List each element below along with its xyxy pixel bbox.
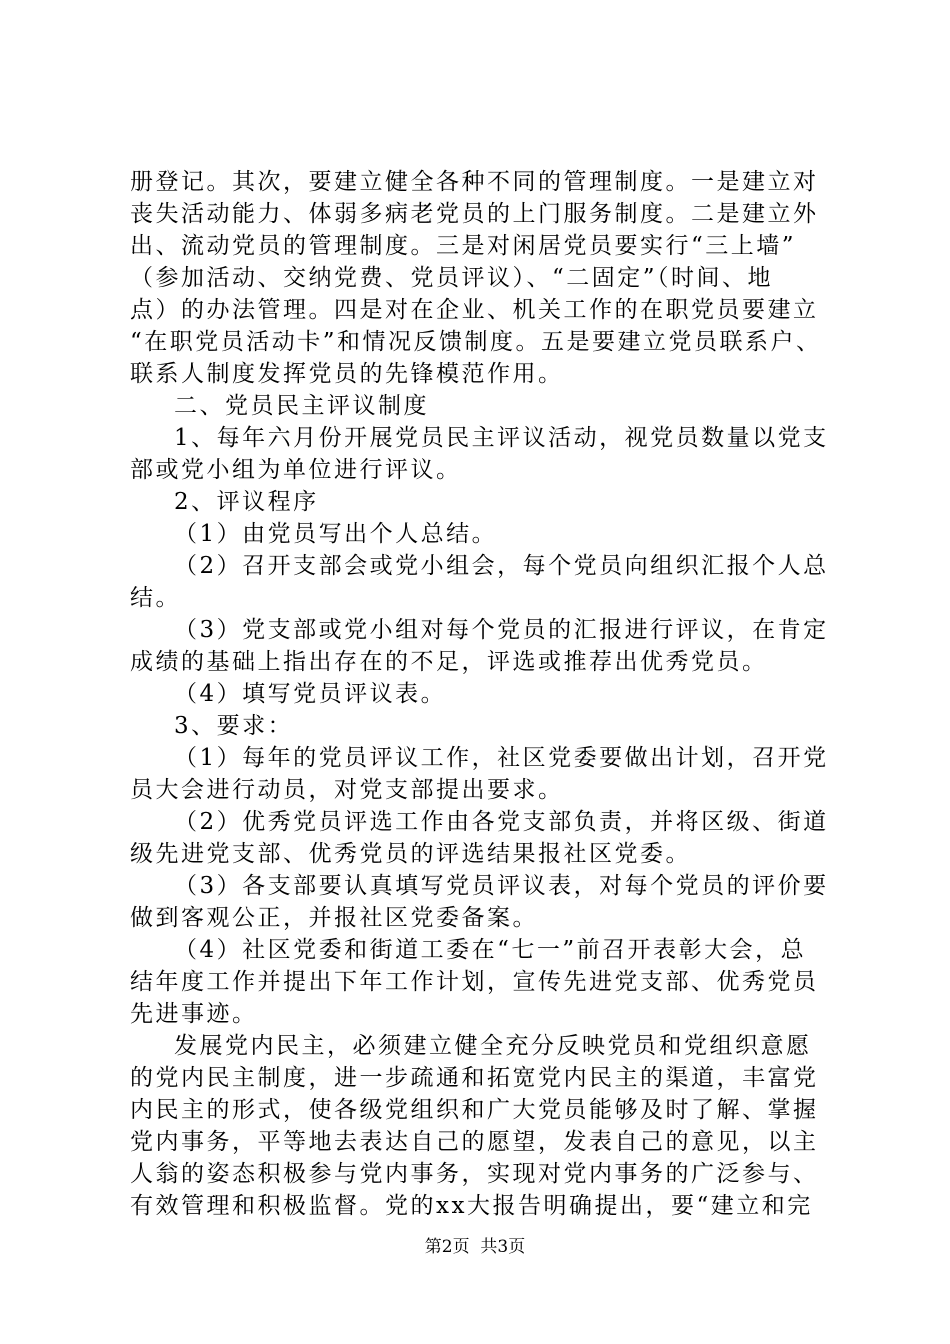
text-line: （3）党支部或党小组对每个党员的汇报进行评议，在肯定	[174, 617, 829, 643]
text-line: （1）由党员写出个人总结。	[174, 521, 498, 547]
page-footer: 第2页 共3页	[424, 1237, 526, 1257]
text-line: 点）的办法管理。四是对在企业、机关工作的在职党员要建立	[130, 297, 819, 323]
text-line: 3、要求：	[174, 713, 294, 739]
text-line: 册登记。其次，要建立健全各种不同的管理制度。一是建立对	[130, 169, 819, 195]
text-line: 人翁的姿态积极参与党内事务，实现对党内事务的广泛参与、	[130, 1161, 819, 1187]
text-line: 部或党小组为单位进行评议。	[130, 457, 462, 483]
text-line: 员大会进行动员，对党支部提出要求。	[130, 777, 564, 803]
text-line: （2）优秀党员评选工作由各党支部负责，并将区级、街道	[174, 809, 829, 835]
text-line: （1）每年的党员评议工作，社区党委要做出计划，召开党	[174, 745, 829, 771]
text-line: 1、每年六月份开展党员民主评议活动，视党员数量以党支	[174, 425, 829, 451]
text-line: 二、党员民主评议制度	[174, 393, 429, 419]
text-line: 发展党内民主，必须建立健全充分反映党员和党组织意愿	[174, 1033, 812, 1059]
text-line: 出、流动党员的管理制度。三是对闲居党员要实行“三上墙”	[130, 233, 797, 259]
text-line: （参加活动、交纳党费、党员评议）、“二固定”（时间、地	[130, 265, 774, 291]
text-line: 成绩的基础上指出存在的不足，评选或推荐出优秀党员。	[130, 649, 768, 675]
text-line: 级先进党支部、优秀党员的评选结果报社区党委。	[130, 841, 691, 867]
text-line: 有效管理和积极监督。党的xx大报告明确提出，要“建立和完	[130, 1193, 813, 1219]
text-line: （4）社区党委和街道工委在“七一”前召开表彰大会，总	[174, 937, 807, 963]
document-body	[130, 166, 830, 1222]
text-line: 的党内民主制度，进一步疏通和拓宽党内民主的渠道，丰富党	[130, 1065, 819, 1091]
text-line: 内民主的形式，使各级党组织和广大党员能够及时了解、掌握	[130, 1097, 819, 1123]
text-line: 做到客观公正，并报社区党委备案。	[130, 905, 538, 931]
text-line: 党内事务，平等地去表达自己的愿望，发表自己的意见，以主	[130, 1129, 819, 1155]
text-line: （2）召开支部会或党小组会，每个党员向组织汇报个人总	[174, 553, 829, 579]
text-line: “在职党员活动卡”和情况反馈制度。五是要建立党员联系户、	[130, 329, 822, 355]
text-line: 2、评议程序	[174, 489, 319, 515]
text-line: 结。	[130, 585, 181, 611]
text-line: 先进事迹。	[130, 1001, 258, 1027]
text-line: 结年度工作并提出下年工作计划，宣传先进党支部、优秀党员	[130, 969, 819, 995]
text-line: （4）填写党员评议表。	[174, 681, 447, 707]
text-line: 丧失活动能力、体弱多病老党员的上门服务制度。二是建立外	[130, 201, 819, 227]
text-line: 联系人制度发挥党员的先锋模范作用。	[130, 361, 564, 387]
text-line: （3）各支部要认真填写党员评议表，对每个党员的评价要	[174, 873, 829, 899]
